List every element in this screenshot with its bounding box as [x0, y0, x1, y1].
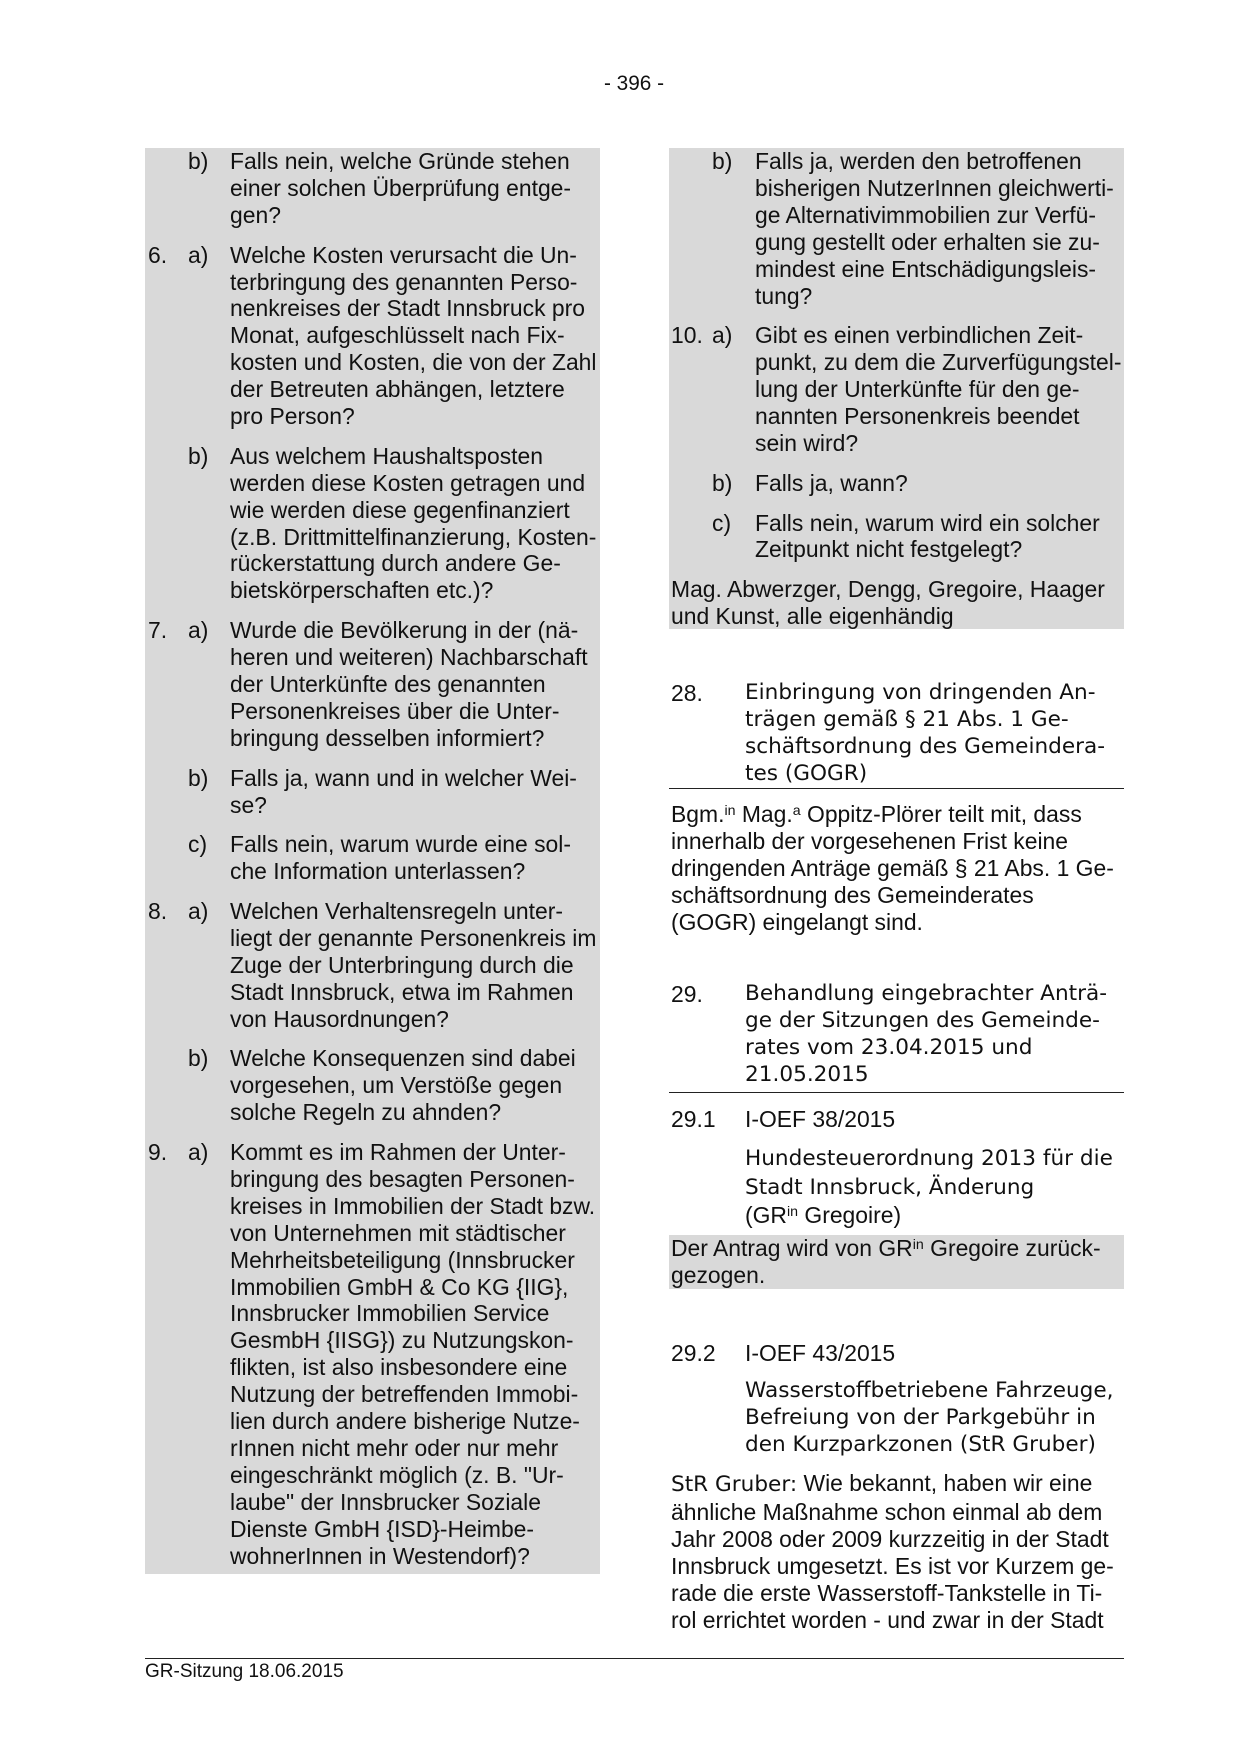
footer-session-date: GR-Sitzung 18.06.2015	[145, 1661, 344, 1682]
question-label: a)	[188, 1139, 209, 1166]
question-text: Falls ja, werden den betroffenen bisherigen NutzerInnen gleichwerti- ge Alternativimmobilien zur Verfü- gung gestellt oder erhalten sie zu- mindest eine Entschädigungsleis- tung?	[755, 148, 1114, 309]
question-label: a)	[188, 898, 209, 924]
question-text: Welchen Verhaltensregeln unter- liegt der genannte Personenkreis im Zuge der Unterbringung durch die Stadt Innsbruck, etwa im Rahmen von Hausordnungen?	[230, 898, 597, 1032]
signatories: Mag. Abwerzger, Dengg, Gregoire, Haager und Kunst, alle eigenhändig	[671, 576, 1105, 630]
right-column-questions	[669, 148, 1124, 629]
question-item	[669, 510, 1124, 564]
speaker-degree-suffix: a	[792, 802, 801, 819]
question-text: Falls ja, wann und in welcher Wei- se?	[230, 764, 577, 818]
question-label: a)	[188, 617, 209, 644]
question-item	[669, 148, 1124, 309]
question-text: Falls nein, warum wird ein solcher Zeitpunkt nicht festgelegt?	[755, 509, 1100, 563]
question-number: 10.	[671, 322, 703, 349]
mayor-statement	[671, 801, 1114, 936]
question-label: b)	[712, 148, 733, 174]
subitem-reference: I-OEF 38/2015	[745, 1106, 896, 1132]
question-label: b)	[188, 148, 209, 174]
question-item	[145, 1045, 600, 1126]
statement-text: Oppitz-Plörer teilt mit, dass innerhalb der vorgesehenen Frist keine dringenden Anträge gemäß § 21 Abs. 1 Ge- schäftsordnung des Gemeinderates (GOGR) eingelangt sind.	[671, 801, 1114, 935]
subitem-29-2	[669, 1340, 1124, 1367]
question-item	[145, 1139, 600, 1570]
question-number: 6.	[148, 241, 168, 268]
question-item	[145, 831, 600, 885]
question-label: b)	[188, 1045, 209, 1072]
question-item	[145, 617, 600, 752]
question-number: 9.	[148, 1139, 168, 1166]
speaker-degree: Mag.	[741, 801, 793, 827]
subitem-title-text: Hundesteuerordnung 2013 für die Stadt Innsbruck, Änderung	[745, 1146, 1113, 1200]
subitem-reference: I-OEF 43/2015	[745, 1340, 896, 1366]
subitem-29-1	[669, 1106, 1124, 1133]
statement-text: Wie bekannt, haben wir eine ähnliche Maßnahme schon einmal ab dem Jahr 2008 oder 2009 kurzzeitig in der Stadt Innsbruck umgesetzt. Es ist vor Kurzem ge- rade die erste Wasserstoff-Tankstelle in Ti- rol errichtet worden - und zwar in der Stadt	[671, 1470, 1114, 1633]
section-divider	[669, 1092, 1124, 1093]
question-text: Gibt es einen verbindlichen Zeit- punkt, zu dem die Zurverfügungstel- lung der Unterkünfte für den ge- nannten Personenkreis beendet sein wird?	[755, 322, 1122, 456]
subitem-title-block	[669, 1144, 1124, 1229]
agenda-number: 28.	[671, 680, 703, 706]
requester-prefix: (GR	[745, 1201, 787, 1228]
question-number: 7.	[148, 617, 168, 644]
subitem-title	[745, 1144, 1124, 1229]
question-label: b)	[712, 469, 733, 496]
question-label: b)	[188, 764, 209, 791]
question-text: Falls ja, wann?	[755, 469, 908, 496]
question-label: a)	[188, 241, 209, 268]
question-text: Falls nein, warum wurde eine sol- che Information unterlassen?	[230, 831, 571, 885]
question-item	[145, 898, 600, 1033]
section-divider	[669, 788, 1124, 789]
decision-text: Gregoire zurück- gezogen.	[671, 1235, 1101, 1288]
question-item	[669, 322, 1124, 457]
question-item	[145, 242, 600, 430]
agenda-title: Einbringung von dringenden An- trägen gemäß § 21 Abs. 1 Ge- schäftsordnung des Gemeindera- tes (GOGR)	[745, 680, 1106, 786]
requester-suffix: in	[786, 1203, 799, 1220]
decision-suffix: in	[912, 1236, 924, 1253]
subitem-number: 29.2	[671, 1340, 716, 1366]
question-text: Falls nein, welche Gründe stehen einer solchen Überprüfung entge- gen?	[230, 148, 572, 228]
councillor-statement	[671, 1470, 1114, 1633]
agenda-number: 29.	[671, 981, 703, 1007]
subitem-title: Wasserstoffbetriebene Fahrzeuge, Befreiung von der Parkgebühr in den Kurzparkzonen (StR Gruber)	[745, 1378, 1114, 1457]
question-label: a)	[712, 322, 733, 349]
question-text: Wurde die Bevölkerung in der (nä- heren und weiteren) Nachbarschaft der Unterkünfte des genannten Personenkreises über die Unter- bringung desselben informiert?	[230, 617, 588, 751]
question-label: b)	[188, 442, 209, 469]
speaker-title-suffix: in	[724, 802, 736, 819]
question-number: 8.	[148, 898, 168, 924]
question-item	[145, 765, 600, 819]
agenda-title: Behandlung eingebrachter Anträ- ge der Sitzungen des Gemeinde- rates vom 23.04.2015 und 21.05.2015	[745, 981, 1108, 1087]
decision-prefix: Der Antrag wird von GR	[671, 1235, 913, 1261]
requester-name: Gregoire)	[804, 1201, 902, 1228]
question-text: Welche Kosten verursacht die Un- terbringung des genannten Perso- nenkreises der Stadt Innsbruck pro Monat, aufgeschlüsselt nach Fix- kosten und Kosten, die von der Zahl der Betreuten abhängen, letztere pro Person?	[230, 241, 597, 430]
question-label: c)	[188, 831, 208, 858]
question-item	[669, 470, 1124, 497]
decision-box	[669, 1235, 1124, 1289]
question-item	[145, 443, 600, 604]
left-column-questions	[145, 148, 600, 1574]
footer-divider	[145, 1658, 1124, 1659]
speaker-name: StR Gruber:	[671, 1472, 798, 1497]
agenda-heading-28	[669, 680, 1124, 788]
subitem-title-block	[669, 1378, 1124, 1459]
question-text: Aus welchem Haushaltsposten werden diese Kosten getragen und wie werden diese gegenfinanziert (z.B. Drittmittelfinanzierung, Kosten- rückerstattung durch andere Ge- bietskörperschaften etc.)?	[230, 442, 597, 604]
question-item	[145, 148, 600, 229]
subitem-number: 29.1	[671, 1106, 716, 1132]
speaker-title: Bgm.	[671, 801, 725, 827]
question-label: c)	[712, 509, 732, 536]
page-number: - 396 -	[603, 72, 665, 95]
agenda-heading-29	[669, 981, 1124, 1089]
question-text: Welche Konsequenzen sind dabei vorgesehen, um Verstöße gegen solche Regeln zu ahnden?	[230, 1045, 576, 1126]
question-text: Kommt es im Rahmen der Unter- bringung des besagten Personen- kreises in Immobilien der Stadt bzw. von Unternehmen mit städtischer Mehrheitsbeteiligung (Innsbrucker Immobilien GmbH & Co KG {IIG}, Innsbrucker Immobilien Service GesmbH {IISG}) zu Nutzungskon- flikten, ist also insbesondere eine Nutzung der betreffenden Immobi- lien durch andere bisherige Nutze- rInnen nicht mehr oder nur mehr eingeschränkt möglich (z. B. "Ur- laube" der Innsbrucker Soziale Dienste GmbH {ISD}-Heimbe- wohnerInnen in Westendorf)?	[230, 1139, 596, 1569]
